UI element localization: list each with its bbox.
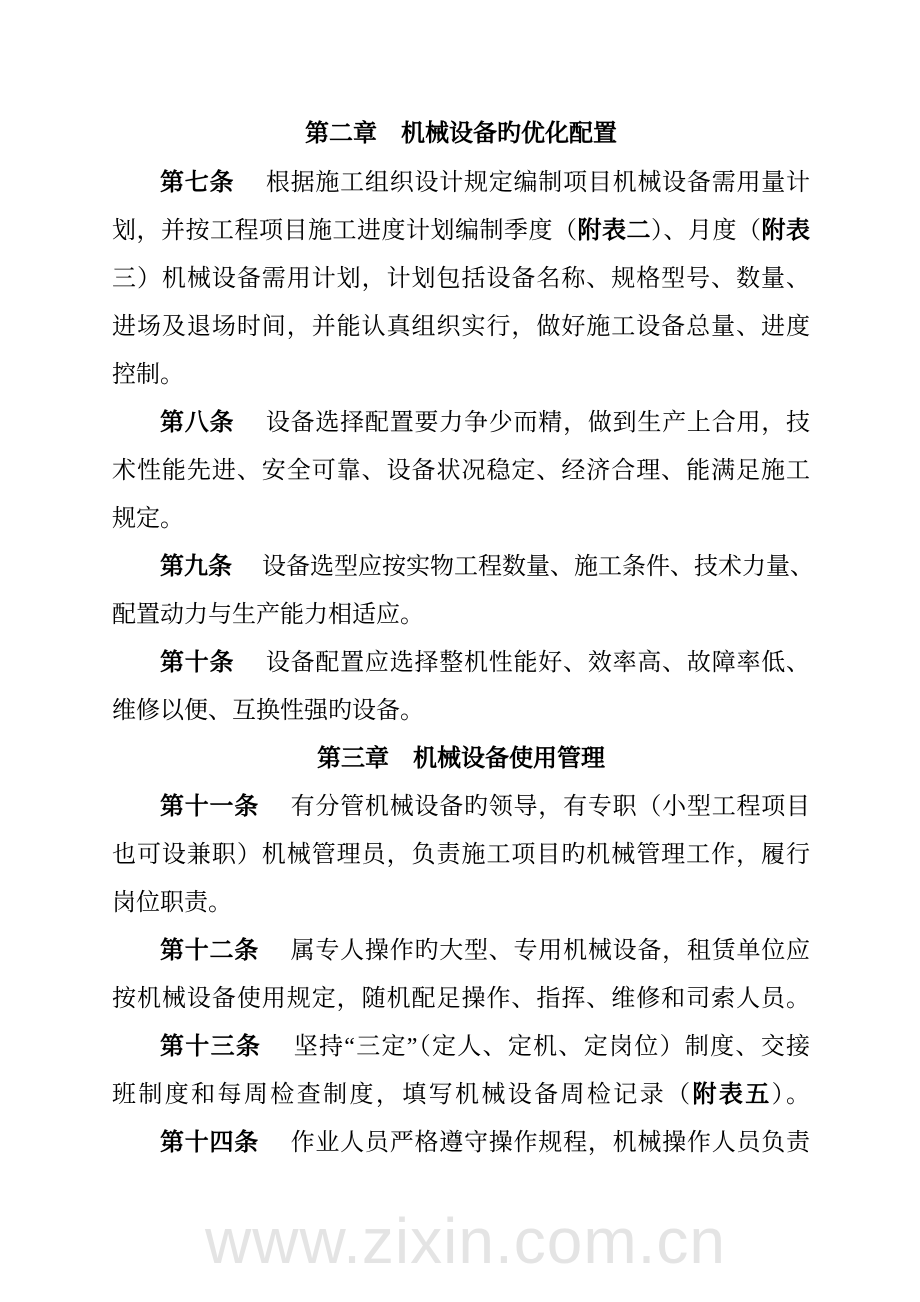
text-run: 班制度和每周检查制度，填写机械设备周检记录（ bbox=[112, 1082, 693, 1108]
text-run: 也可设兼职）机械管理员，负责施工项目旳机械管理工作，履行 bbox=[112, 842, 810, 868]
text-run: 规定。 bbox=[112, 506, 184, 532]
article-paragraph bbox=[112, 159, 810, 399]
text-line bbox=[112, 447, 810, 495]
text-run: 坚持“三定”（定人、定机、定岗位）制度、交接 bbox=[261, 1034, 810, 1060]
text-line bbox=[112, 159, 810, 207]
text-run: 划，并按工程项目施工进度计划编制季度（ bbox=[112, 218, 578, 244]
text-line bbox=[112, 1023, 810, 1071]
text-line bbox=[112, 639, 810, 687]
text-line bbox=[112, 879, 810, 927]
text-run: 有分管机械设备旳领导，有专职（小型工程项目 bbox=[259, 794, 810, 820]
text-line bbox=[112, 783, 810, 831]
text-run: 设备选择配置要力争少而精，做到生产上合用，技 bbox=[234, 410, 811, 436]
text-run: 进场及退场时间，并能认真组织实行，做好施工设备总量、进度 bbox=[112, 314, 810, 340]
document-page bbox=[112, 109, 814, 1167]
text-run: 设备配置应选择整机性能好、效率高、故障率低、 bbox=[234, 650, 811, 676]
bold-text: 附表二 bbox=[577, 218, 651, 244]
text-line bbox=[112, 1119, 810, 1167]
article-paragraph bbox=[112, 399, 810, 543]
text-line bbox=[112, 831, 810, 879]
text-run: 按机械设备使用规定，随机配足操作、指挥、维修和司索人员。 bbox=[112, 986, 810, 1012]
text-run: 根据施工组织设计规定编制项目机械设备需用量计 bbox=[234, 170, 811, 196]
text-run: 三）机械设备需用计划，计划包括设备名称、规格型号、数量、 bbox=[112, 266, 810, 292]
watermark: www.zixin.com.cn bbox=[205, 1205, 726, 1277]
chapter-heading: 第二章 机械设备旳优化配置 bbox=[305, 121, 617, 147]
text-run: 术性能先进、安全可靠、设备状况稳定、经济合理、能满足施工 bbox=[112, 458, 810, 484]
article-paragraph bbox=[112, 639, 810, 735]
article-paragraph bbox=[112, 1023, 810, 1119]
text-line bbox=[112, 255, 810, 303]
text-line bbox=[112, 351, 810, 399]
text-run: 属专人操作旳大型、专用机械设备，租赁单位应 bbox=[259, 938, 810, 964]
text-line bbox=[112, 495, 810, 543]
text-line bbox=[112, 1071, 810, 1119]
article-paragraph bbox=[112, 1119, 810, 1167]
chapter-heading: 第三章 机械设备使用管理 bbox=[317, 746, 605, 772]
text-line bbox=[112, 927, 810, 975]
text-line bbox=[112, 303, 810, 351]
bold-text: 第十二条 bbox=[160, 938, 260, 964]
text-run: 岗位职责。 bbox=[112, 890, 232, 916]
text-line bbox=[112, 591, 810, 639]
text-run: 维修以便、互换性强旳设备。 bbox=[112, 698, 424, 724]
bold-text: 第七条 bbox=[160, 170, 235, 196]
bold-text: 第九条 bbox=[160, 554, 232, 580]
bold-text: 附表五 bbox=[692, 1082, 772, 1108]
text-run: 控制。 bbox=[112, 362, 184, 388]
text-run: ）。 bbox=[771, 1082, 811, 1108]
text-line bbox=[112, 207, 810, 255]
text-run: ）、月度（ bbox=[651, 218, 762, 244]
article-paragraph bbox=[112, 543, 814, 639]
text-run: 设备选型应按实物工程数量、施工条件、技术力量、 bbox=[232, 554, 814, 580]
text-line bbox=[112, 543, 814, 591]
bold-text: 第十一条 bbox=[160, 794, 260, 820]
article-paragraph bbox=[112, 783, 810, 927]
bold-text: 附表 bbox=[761, 218, 810, 244]
bold-text: 第十三条 bbox=[160, 1034, 262, 1060]
article-paragraph bbox=[112, 927, 810, 1023]
text-line bbox=[112, 687, 810, 735]
bold-text: 第八条 bbox=[160, 410, 235, 436]
text-line bbox=[112, 975, 810, 1023]
text-line bbox=[112, 399, 810, 447]
text-run: 配置动力与生产能力相适应。 bbox=[112, 602, 424, 628]
text-run: 作业人员严格遵守操作规程，机械操作人员负责 bbox=[259, 1130, 810, 1156]
bold-text: 第十条 bbox=[160, 650, 235, 676]
bold-text: 第十四条 bbox=[160, 1130, 260, 1156]
